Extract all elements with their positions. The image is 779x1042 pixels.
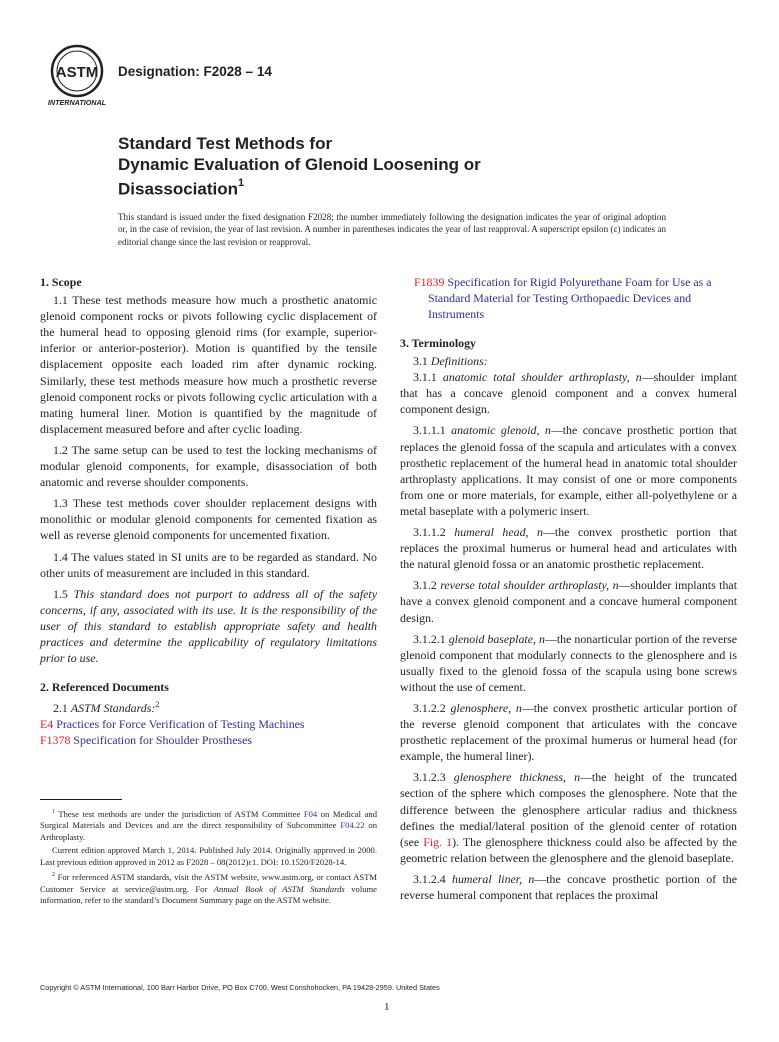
issued-note: This standard is issued under the fixed designation F2028; the number immediately following the designation indicates the year of original adoption or, in the case of revision, the year of last revision. A number in parentheses indicates the year of last reapproval. A superscript epsilon (ε) indicates an editorial change since the last revision or reapproval. <box>118 212 666 247</box>
term-3-1-2-1-term: glenoid baseplate, n <box>448 631 545 646</box>
footnote-divider <box>40 799 122 800</box>
fn1-text-b: on Medical and Surgical Materials and Devices and are the direct responsibility of Subcommittee <box>40 808 377 831</box>
term-3-1-2-text: —shoulder implants that have a convex glenoid component and a concave humeral component design. <box>400 578 737 625</box>
def-3-1-label: Definitions: <box>430 354 488 369</box>
fn1-text-a: These test methods are under the jurisdiction of ASTM Committee <box>58 808 301 819</box>
copyright-footer: Copyright © ASTM International, 100 Barr Harbor Drive, PO Box C700, West Conshohocken, PA 19428-2959. United States <box>40 983 440 992</box>
terminology-heading: 3. Terminology <box>400 336 476 350</box>
left-column <box>40 274 377 748</box>
term-3-1-2-num: 3.1.2 <box>413 578 437 593</box>
term-3-1-1-2-term: humeral head, n <box>454 525 543 540</box>
fn1-committee-link[interactable]: F04 <box>303 808 318 819</box>
title-line-3: Disassociation <box>118 179 238 199</box>
refdocs-2-1-mark: 2 <box>155 700 160 710</box>
term-3-1-2-3 <box>400 769 737 866</box>
footnote-1-current: Current edition approved March 1, 2014. Published July 2014. Originally approved in 2000. Last previous edition approved in 2012 as F2028 – 08(2012)ε1. DOI: 10.1520/F2028-14. <box>40 845 377 867</box>
ref-e4-title[interactable]: Practices for Force Verification of Testing Machines <box>56 717 305 732</box>
figure-1-link[interactable]: Fig. 1 <box>423 834 453 849</box>
ref-f1839-title[interactable]: Specification for Rigid Polyurethane Foam for Use as a Standard Material for Testing Orthopaedic Devices and Instruments <box>428 275 712 321</box>
fn1-text-c: on Arthroplasty. <box>40 820 377 842</box>
term-3-1-2-4-text: —the concave prosthetic portion of the reverse humeral component that replaces the proximal <box>400 871 737 902</box>
fn2-italic: Annual Book of ASTM Standards <box>213 883 345 894</box>
footnote-2 <box>40 870 377 906</box>
document-title <box>118 134 481 200</box>
title-line-2: Dynamic Evaluation of Glenoid Loosening or <box>118 154 481 174</box>
term-3-1-1-num: 3.1.1 <box>413 370 437 385</box>
logo-subtext: INTERNATIONAL <box>47 98 107 107</box>
term-3-1-1-2-text: —the convex prosthetic portion that replaces the proximal humerus or humeral head and articulates with the natural glenoid fossa or an anatomic prosthetic replacement. <box>400 525 737 572</box>
page-number: 1 <box>384 1001 390 1013</box>
term-3-1-1-1-term: anatomic glenoid, n <box>451 423 551 438</box>
ref-f1378-code[interactable]: F1378 <box>40 733 71 748</box>
right-column <box>400 274 737 908</box>
fn1-mark: 1 <box>52 809 55 815</box>
refdocs-2-1-num: 2.1 <box>53 701 68 716</box>
fn2-text-b: volume information, refer to the standard’s Document Summary page on the ASTM website. <box>40 883 377 906</box>
term-3-1-1-term: anatomic total shoulder arthroplasty, n <box>442 370 642 385</box>
scope-1-5-text: This standard does not purport to address all of the safety concerns, if any, associated with its use. It is the responsibility of the user of this standard to establish appropriate safety and health practices and determine the applicability of regulatory limitations prior to use. <box>40 586 377 666</box>
footnote-1 <box>40 807 377 843</box>
designation-value: F2028 – 14 <box>203 64 272 79</box>
term-3-1-2-3-text-a: —the height of the truncated section of the sphere which composes the glenosphere. Note that the difference between the glenosphere articular radius and thickness defines the medial/lateral position of the glenoid center of rotation (see <box>400 770 737 849</box>
scope-1-5-num: 1.5 <box>53 586 68 601</box>
scope-1-4: 1.4 The values stated in SI units are to be regarded as standard. No other units of measurement are included in this standard. <box>40 549 377 580</box>
term-3-1-2-term: reverse total shoulder arthroplasty, n <box>440 578 619 593</box>
term-3-1-1-1-num: 3.1.1.1 <box>413 423 446 438</box>
term-3-1-1 <box>400 369 737 417</box>
scope-1-3: 1.3 These test methods cover shoulder replacement designs with monolithic or modular glenoid components for cemented fixation as well as reverse glenoid components for uncemented fixation. <box>40 496 377 543</box>
footnotes <box>40 807 377 909</box>
astm-logo <box>42 44 112 110</box>
term-3-1-2-4-num: 3.1.2.4 <box>413 871 446 886</box>
scope-1-1: 1.1 These test methods measure how much a prosthetic anatomic glenoid component rocks or pivots following cyclic displacement of the humeral head to opposing glenoid rims (for example, superior-inferior or anterior-posterior). Motion is quantified by the tensile displacement opposite each loaded rim after dynamic rocking. Similarly, these test methods measure how much a prosthetic reverse glenoid component rocks or pivots following cyclic articulation with a mating humeral liner. Motion is quantified by the magnitude of displacement measured before and after cyclic loading. <box>40 293 377 436</box>
term-3-1-2-3-text-b: ). The glenosphere thickness could also be affected by the geometric relation between the glenosphere and the glenoid baseplate. <box>400 834 737 865</box>
logo-text: ASTM <box>55 64 99 81</box>
ref-f1839[interactable] <box>414 274 737 322</box>
refdocs-heading: 2. Referenced Documents <box>40 680 169 695</box>
fn1-subcommittee-link[interactable]: F04.22 <box>340 820 365 831</box>
ref-e4[interactable] <box>40 716 377 732</box>
fn2-mark: 2 <box>52 872 55 879</box>
title-line-1: Standard Test Methods for <box>118 134 333 153</box>
term-3-1-2-1-num: 3.1.2.1 <box>413 631 446 646</box>
ref-f1378[interactable] <box>40 732 377 748</box>
fn2-text-a: For referenced ASTM standards, visit the ASTM website, www.astm.org, or contact ASTM Customer Service at service@astm.org. For <box>40 872 377 894</box>
def-3-1 <box>400 353 737 369</box>
term-3-1-2-2-num: 3.1.2.2 <box>413 700 446 715</box>
designation <box>118 64 272 79</box>
term-3-1-2-3-num: 3.1.2.3 <box>413 770 446 785</box>
term-3-1-2-4-term: humeral liner, n <box>452 871 535 886</box>
term-3-1-1-1 <box>400 422 737 519</box>
def-3-1-num: 3.1 <box>413 354 428 369</box>
term-3-1-2-2 <box>400 700 737 764</box>
scope-1-5 <box>40 586 377 666</box>
term-3-1-1-2-num: 3.1.1.2 <box>413 525 446 540</box>
term-3-1-2-4 <box>400 871 737 903</box>
term-3-1-2-3-term: glenosphere thickness, n <box>453 770 581 785</box>
term-3-1-2-2-text: —the convex prosthetic articular portion of the reverse glenoid component that articulates with the concave prosthetic replacement of the proximal humerus or humeral head (for example, the humeral liner). <box>400 700 737 764</box>
ref-f1378-title[interactable]: Specification for Shoulder Prostheses <box>73 733 253 748</box>
term-3-1-2 <box>400 577 737 625</box>
ref-f1839-code[interactable]: F1839 <box>414 275 445 289</box>
term-3-1-1-1-text: —the concave prosthetic portion that replaces the glenoid fossa of the scapula and articulates with a convex prosthetic replacement of the humeral head in anatomic total shoulder arthroplasty applications. It may consist of one or more components from one or more materials, for example, either all-polyethylene or a metal baseplate with a polymeric insert. <box>400 423 737 518</box>
term-3-1-1-text: —shoulder implant that has a concave glenoid component and a convex humeral component design. <box>400 370 737 417</box>
title-footnote-mark: 1 <box>238 177 245 189</box>
term-3-1-2-2-term: glenosphere, n <box>450 700 522 715</box>
term-3-1-2-1-text: —the nonarticular portion of the reverse glenoid component that modularly connects to the glenosphere and is usually fixed to the glenoid fossa of the scapula using bone screws without the use of cement. <box>400 631 737 694</box>
scope-heading: 1. Scope <box>40 275 82 289</box>
refdocs-2-1 <box>40 697 377 716</box>
refdocs-2-1-label: ASTM Standards: <box>70 701 156 716</box>
term-3-1-2-1 <box>400 631 737 695</box>
scope-1-2: 1.2 The same setup can be used to test the locking mechanisms of modular glenoid components, for example, disassociation of both anatomic and reverse shoulder components. <box>40 442 377 490</box>
ref-e4-code[interactable]: E4 <box>40 717 54 732</box>
term-3-1-1-2 <box>400 524 737 572</box>
designation-label: Designation: <box>118 64 200 79</box>
